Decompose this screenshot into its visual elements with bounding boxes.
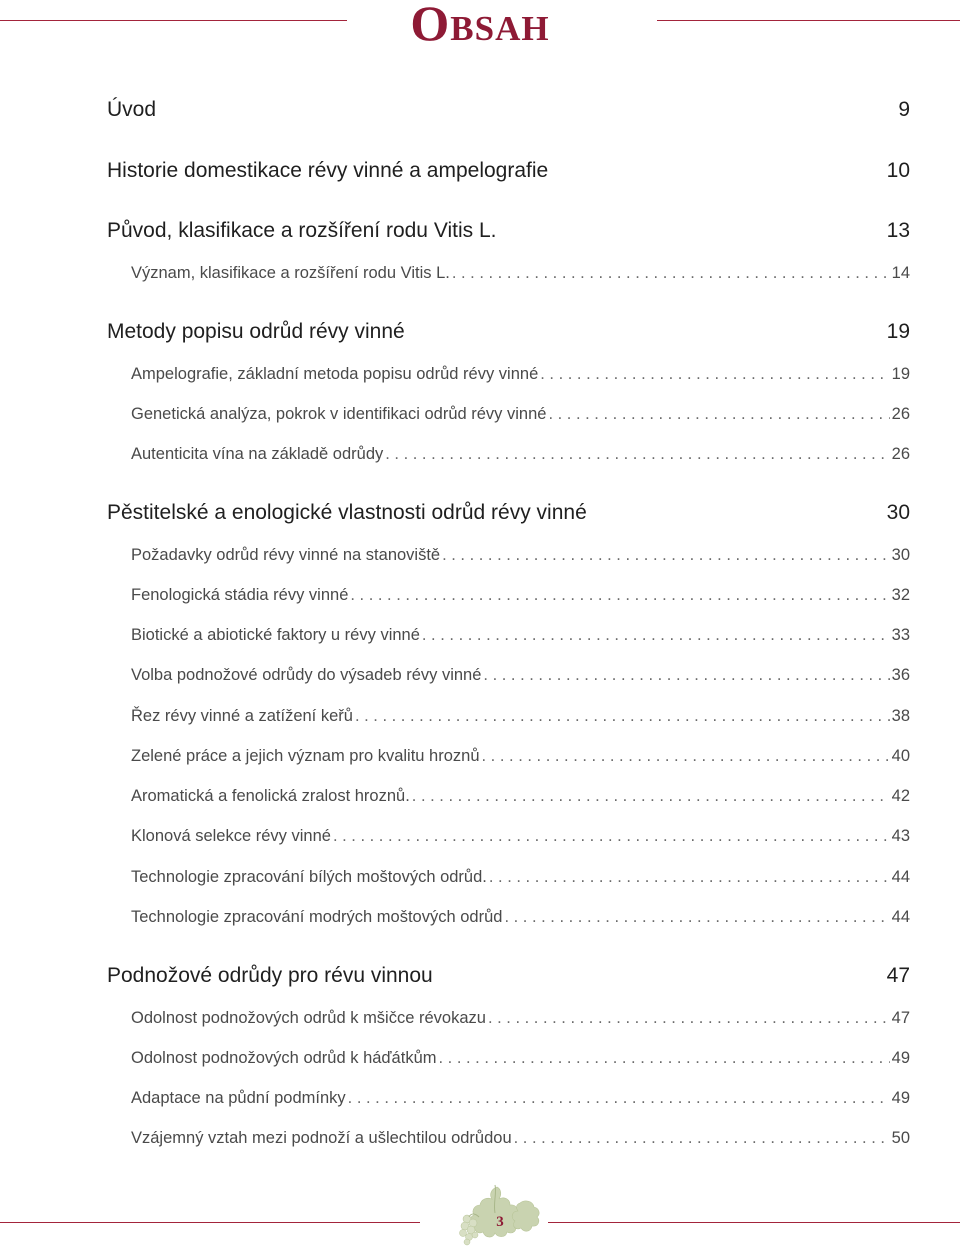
- toc-entry-page: 49: [891, 1089, 910, 1107]
- toc-entry-label: Volba podnožové odrůdy do výsadeb révy vinné: [131, 666, 482, 684]
- toc-entry[interactable]: [131, 1007, 910, 1029]
- toc-entry-page: 49: [891, 1049, 910, 1067]
- toc-entry[interactable]: [131, 825, 910, 847]
- toc-entry-page: 44: [891, 868, 910, 886]
- toc-entry[interactable]: [131, 906, 910, 928]
- toc-entry-page: 43: [891, 827, 910, 845]
- toc-entry-page: 26: [891, 405, 910, 423]
- toc-section-title: Metody popisu odrůd révy vinné: [107, 320, 405, 343]
- toc-section[interactable]: [107, 500, 910, 526]
- toc-entry[interactable]: [131, 664, 910, 686]
- toc-entry-label: Odolnost podnožových odrůd k háďátkům: [131, 1049, 437, 1067]
- dot-leader: [442, 544, 890, 566]
- dot-leader: [489, 866, 890, 888]
- dot-leader: [333, 825, 890, 847]
- toc-entry-label: Technologie zpracování bílých moštových odrůd.: [131, 868, 487, 886]
- toc-entry[interactable]: [131, 403, 910, 425]
- toc-entry[interactable]: [131, 866, 910, 888]
- toc-entry-label: Zelené práce a jejich význam pro kvalitu hroznů: [131, 747, 480, 765]
- toc-entry-page: 14: [891, 264, 910, 282]
- toc-section-title: Historie domestikace révy vinné a ampelografie: [107, 159, 549, 182]
- dot-leader: [483, 664, 889, 686]
- toc-entry-page: 33: [891, 626, 910, 644]
- toc-section[interactable]: [107, 319, 910, 345]
- toc-entry-label: Odolnost podnožových odrůd k mšičce révokazu: [131, 1009, 486, 1027]
- dot-leader: [488, 1007, 890, 1029]
- toc-entry-page: 26: [891, 445, 910, 463]
- toc-section-page: 13: [886, 219, 910, 242]
- toc-entry-label: Vzájemný vztah mezi podnoží a ušlechtilou odrůdou: [131, 1129, 512, 1147]
- dot-leader: [355, 705, 890, 727]
- dot-leader: [540, 363, 889, 385]
- dot-leader: [412, 785, 890, 807]
- dot-leader: [385, 443, 889, 465]
- dot-leader: [452, 262, 890, 284]
- toc-entry[interactable]: [131, 705, 910, 727]
- toc-entry[interactable]: [131, 1087, 910, 1109]
- toc-entry[interactable]: [131, 785, 910, 807]
- toc-entry-label: Klonová selekce révy vinné: [131, 827, 331, 845]
- toc-entry[interactable]: [131, 584, 910, 606]
- toc-section-page: 9: [898, 98, 910, 121]
- toc-entry-page: 47: [891, 1009, 910, 1027]
- footer-rule-left: [0, 1222, 420, 1223]
- page-title: Obsah: [410, 0, 550, 51]
- toc-entry-page: 42: [891, 787, 910, 805]
- toc-section-page: 10: [886, 159, 910, 182]
- page-number: 3: [496, 1214, 504, 1230]
- toc-entry[interactable]: [131, 443, 910, 465]
- toc-entry-label: Aromatická a fenolická zralost hroznů.: [131, 787, 410, 805]
- toc-section-page: 19: [886, 320, 910, 343]
- dot-leader: [439, 1047, 890, 1069]
- dot-leader: [548, 403, 889, 425]
- toc-entry-page: 44: [891, 908, 910, 926]
- toc-section[interactable]: [107, 97, 910, 123]
- toc-section[interactable]: [107, 218, 910, 244]
- toc-section-title: Pěstitelské a enologické vlastnosti odrůd révy vinné: [107, 501, 587, 524]
- dot-leader: [504, 906, 889, 928]
- toc-entry-page: 50: [891, 1129, 910, 1147]
- dot-leader: [422, 624, 890, 646]
- toc-entry[interactable]: [131, 745, 910, 767]
- toc-entry-label: Význam, klasifikace a rozšíření rodu Vitis L.: [131, 264, 450, 282]
- toc-entry-label: Ampelografie, základní metoda popisu odrůd révy vinné: [131, 365, 539, 383]
- dot-leader: [348, 1087, 890, 1109]
- toc-entry-page: 32: [891, 586, 910, 604]
- toc-entry-page: 30: [891, 546, 910, 564]
- toc-section-title: Původ, klasifikace a rozšíření rodu Vitis L.: [107, 219, 497, 242]
- toc-entry-page: 38: [891, 707, 910, 725]
- toc-entry-label: Řez révy vinné a zatížení keřů: [131, 707, 353, 725]
- toc-section[interactable]: [107, 963, 910, 989]
- toc-section-page: 47: [886, 964, 910, 987]
- toc-entry[interactable]: [131, 624, 910, 646]
- toc-entry-label: Fenologická stádia révy vinné: [131, 586, 349, 604]
- toc-section[interactable]: [107, 158, 910, 184]
- toc-entry-label: Požadavky odrůd révy vinné na stanoviště: [131, 546, 441, 564]
- toc-entry-label: Autenticita vína na základě odrůdy: [131, 445, 384, 463]
- toc-entry-label: Technologie zpracování modrých moštových odrůd: [131, 908, 503, 926]
- toc-section-title: Úvod: [107, 98, 157, 121]
- toc-entry-label: Adaptace na půdní podmínky: [131, 1089, 346, 1107]
- toc-entry[interactable]: [131, 544, 910, 566]
- dot-leader: [514, 1127, 890, 1149]
- toc-entry[interactable]: [131, 363, 910, 385]
- toc-entry[interactable]: [131, 262, 910, 284]
- toc-entry[interactable]: [131, 1047, 910, 1069]
- dot-leader: [350, 584, 889, 606]
- toc-section-title: Podnožové odrůdy pro révu vinnou: [107, 964, 433, 987]
- toc-entry-page: 19: [891, 365, 910, 383]
- toc-entry-page: 36: [891, 666, 910, 684]
- toc-entry-label: Genetická analýza, pokrok v identifikaci odrůd révy vinné: [131, 405, 547, 423]
- footer-rule-right: [548, 1222, 960, 1223]
- dot-leader: [482, 745, 890, 767]
- toc-entry[interactable]: [131, 1127, 910, 1149]
- toc-section-page: 30: [886, 501, 910, 524]
- toc-entry-label: Biotické a abiotické faktory u révy vinné: [131, 626, 420, 644]
- toc-entry-page: 40: [891, 747, 910, 765]
